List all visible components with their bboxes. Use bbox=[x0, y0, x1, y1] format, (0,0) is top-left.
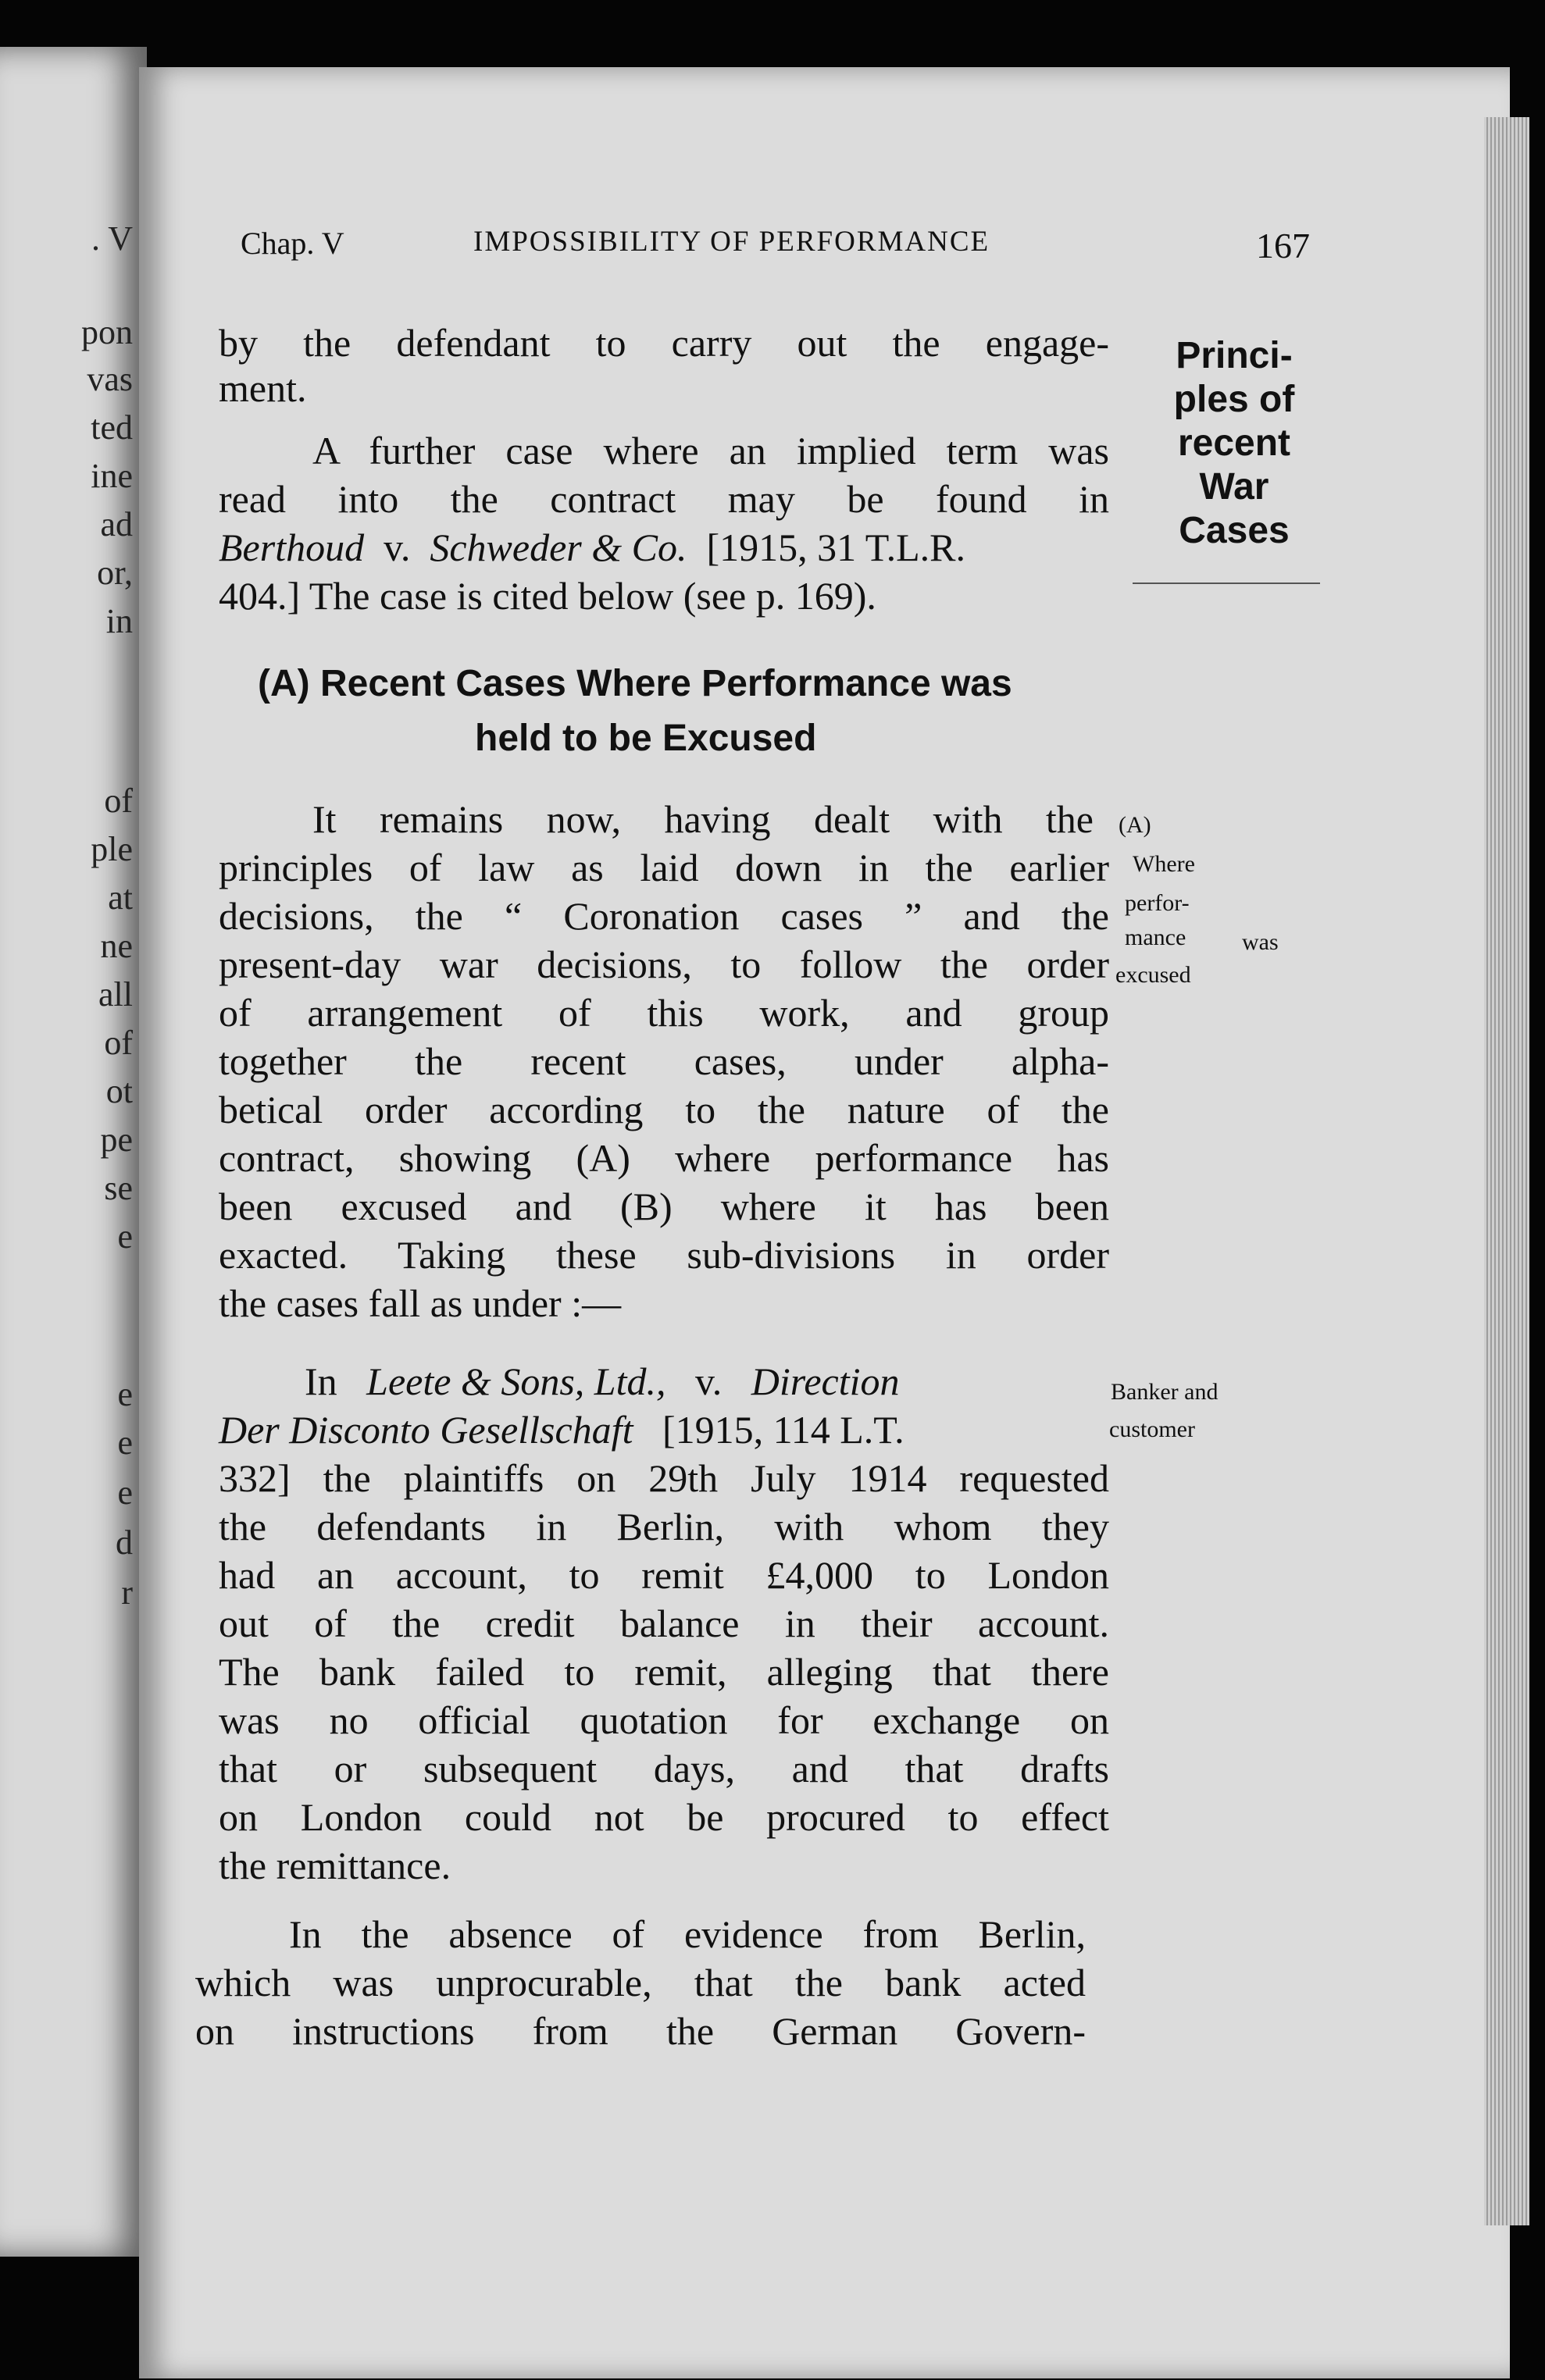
facing-page-fragment: ad bbox=[100, 505, 133, 543]
facing-page-fragment: e bbox=[117, 1473, 133, 1512]
page-edges bbox=[1484, 117, 1529, 2225]
facing-page-fragment: ine bbox=[91, 457, 133, 495]
text-line: exacted. Taking these sub-divisions in order bbox=[219, 1233, 1109, 1277]
text-line: 332] the plaintiffs on 29th July 1914 requested bbox=[219, 1456, 1109, 1500]
facing-page-fragment: ple bbox=[91, 830, 133, 868]
sidenote-banker: customer bbox=[1109, 1416, 1195, 1442]
text-line: betical order according to the nature of the bbox=[219, 1088, 1109, 1131]
text-line: by the defendant to carry out the engage- bbox=[219, 321, 1109, 365]
text-line: contract, showing (A) where performance has bbox=[219, 1136, 1109, 1180]
text-line-case-intro bbox=[219, 1359, 1094, 1404]
facing-page-fragment: ne bbox=[100, 927, 133, 965]
text-line: decisions, the “ Coronation cases ” and the bbox=[219, 894, 1109, 938]
facing-page-fragment: of bbox=[104, 1024, 133, 1062]
running-head-title: IMPOSSIBILITY OF PERFORMANCE bbox=[473, 226, 990, 258]
party-name: Der Disconto Gesellschaft bbox=[219, 1408, 633, 1452]
text-line: A further case where an implied term was bbox=[312, 429, 1109, 472]
versus: v. bbox=[694, 1359, 723, 1403]
citation: [1915, 114 L.T. bbox=[662, 1408, 905, 1452]
text-line: out of the credit balance in their account. bbox=[219, 1602, 1109, 1645]
section-heading-line2: held to be Excused bbox=[475, 718, 817, 759]
party-name: Berthoud bbox=[219, 526, 365, 569]
text-line: on London could not be procured to effect bbox=[219, 1795, 1109, 1839]
facing-page-fragment: e bbox=[117, 1423, 133, 1462]
text-line: which was unprocurable, that the bank acted bbox=[195, 1961, 1086, 2004]
page-number: 167 bbox=[1256, 226, 1310, 265]
sidenote-banker: Banker and bbox=[1111, 1379, 1219, 1405]
sidenote-excused: was bbox=[1242, 929, 1279, 955]
facing-page-fragment: pon bbox=[81, 313, 133, 351]
text-line: the cases fall as under :— bbox=[219, 1281, 622, 1325]
text-line: together the recent cases, under alpha- bbox=[219, 1039, 1109, 1083]
party-name: Schweder & Co. bbox=[430, 526, 687, 569]
facing-page-fragment: at bbox=[108, 878, 133, 917]
text-line-case-citation bbox=[219, 525, 1109, 570]
party-name: Leete & Sons, Ltd., bbox=[366, 1359, 666, 1403]
text-line: It remains now, having dealt with the bbox=[312, 797, 1094, 841]
facing-page-fragment: e bbox=[117, 1217, 133, 1256]
versus: v. bbox=[373, 526, 420, 569]
text-line-case-citation bbox=[219, 1407, 1109, 1452]
facing-page-fragment: in bbox=[105, 602, 133, 640]
text-line: principles of law as laid down in the earlier bbox=[219, 846, 1109, 889]
text-line: of arrangement of this work, and group bbox=[219, 991, 1109, 1035]
text-line: been excused and (B) where it has been bbox=[219, 1185, 1109, 1228]
text-line: that or subsequent days, and that drafts bbox=[219, 1747, 1109, 1790]
citation: [1915, 31 T.L.R. bbox=[697, 526, 965, 569]
sidenote-excused: perfor- bbox=[1125, 890, 1190, 916]
text-line: the remittance. bbox=[219, 1844, 451, 1887]
text-line: 404.] The case is cited below (see p. 169). bbox=[219, 574, 876, 618]
text-line: ment. bbox=[219, 366, 307, 410]
text-line: In the absence of evidence from Berlin, bbox=[289, 1912, 1086, 1956]
sidenote-excused: mance bbox=[1125, 925, 1186, 950]
text-line: the defendants in Berlin, with whom they bbox=[219, 1505, 1109, 1548]
facing-page-fragment: all bbox=[98, 975, 133, 1014]
facing-page-fragment: pe bbox=[100, 1121, 133, 1159]
text-line: was no official quotation for exchange on bbox=[219, 1698, 1109, 1742]
facing-page-fragment: r bbox=[121, 1573, 133, 1612]
text-line: on instructions from the German Govern- bbox=[195, 2009, 1086, 2053]
facing-page-fragment: or, bbox=[97, 554, 133, 592]
text-line: read into the contract may be found in bbox=[219, 477, 1109, 521]
text-line: The bank failed to remit, alleging that there bbox=[219, 1650, 1109, 1694]
facing-page-fragment: se bbox=[104, 1169, 133, 1207]
sidenote-excused: Where bbox=[1133, 851, 1195, 877]
facing-page-strip bbox=[0, 47, 147, 2257]
sidenote-excused: (A) bbox=[1119, 812, 1151, 838]
section-heading-line1: (A) Recent Cases Where Performance was bbox=[258, 663, 1012, 704]
facing-page-fragment: vas bbox=[87, 360, 133, 398]
facing-page-fragment: . V bbox=[91, 219, 133, 258]
facing-page-fragment: d bbox=[116, 1523, 133, 1562]
sidenote-rule bbox=[1133, 583, 1320, 584]
text-line: present-day war decisions, to follow the order bbox=[219, 942, 1109, 986]
text-line: had an account, to remit £4,000 to London bbox=[219, 1553, 1109, 1597]
facing-page-fragment: ted bbox=[91, 408, 133, 447]
facing-page-fragment: of bbox=[104, 782, 133, 820]
text-fragment: In bbox=[305, 1359, 337, 1403]
running-head-chapter: Chap. V bbox=[241, 226, 344, 261]
sidenote-excused: excused bbox=[1115, 962, 1191, 988]
facing-page-fragment: ot bbox=[105, 1072, 133, 1110]
facing-page-fragment: e bbox=[117, 1375, 133, 1413]
party-name: Direction bbox=[751, 1359, 900, 1403]
sidenote-principles: Princi- ples of recent War Cases bbox=[1173, 335, 1295, 551]
